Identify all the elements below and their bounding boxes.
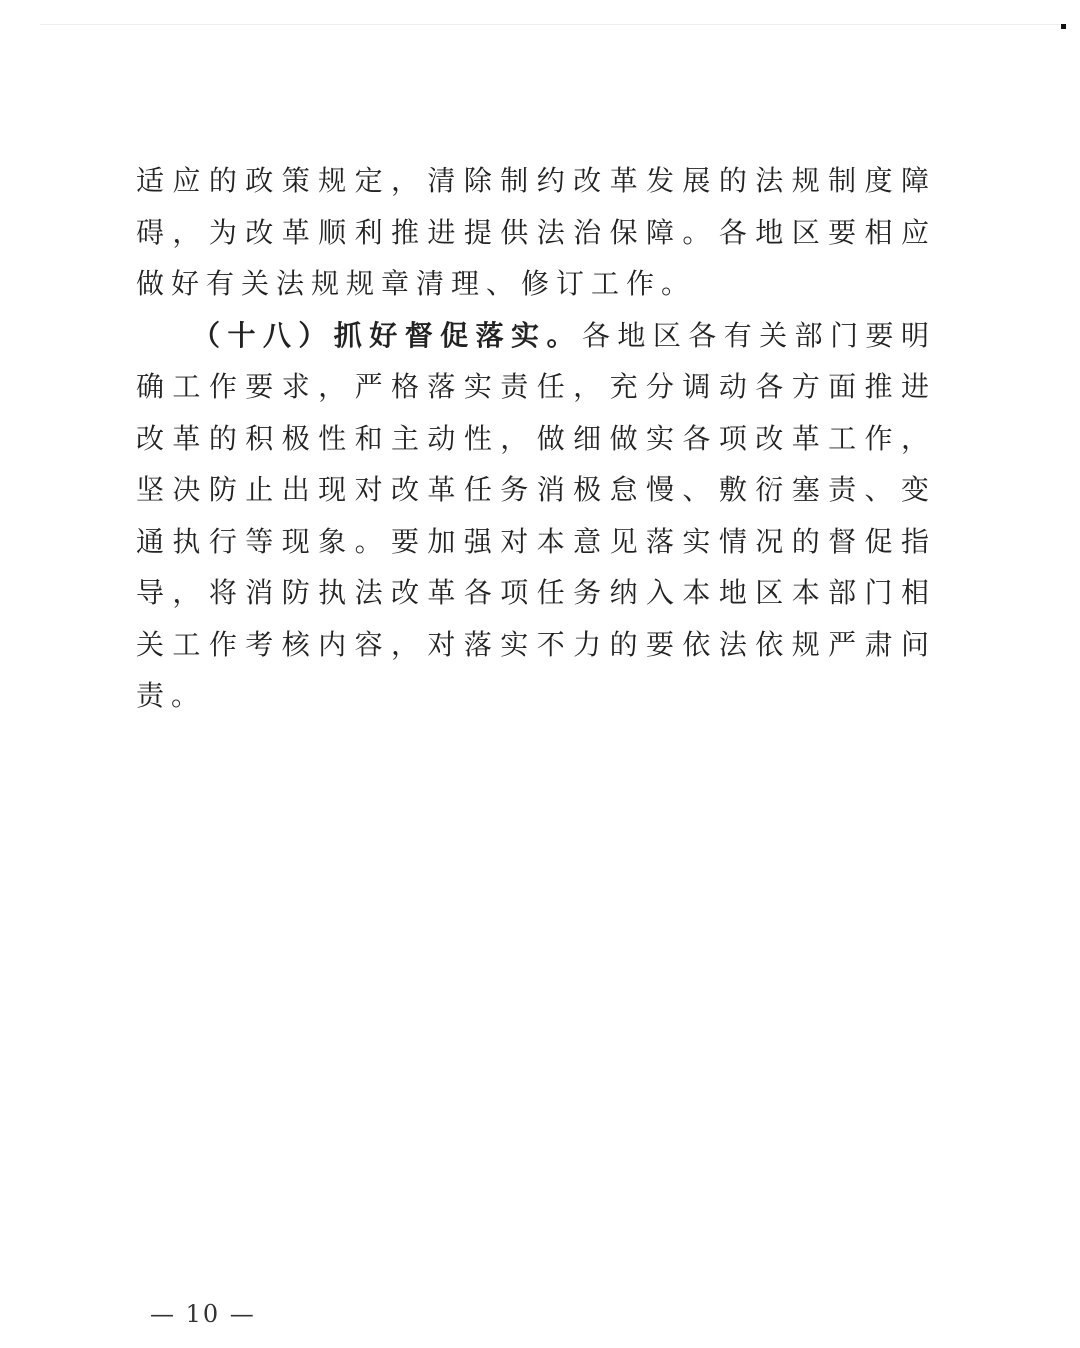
paragraph-2-heading: （十八）抓好督促落实。 [192,318,582,352]
top-border-line [40,24,1060,25]
paragraph-2-text: 各地区各有关部门要明确工作要求，严格落实责任，充分调动各方面推进改革的积极性和主动性，做细做实各项改革工作，坚决防止出现对改革任务消极怠慢、敷衍塞责、变通执行等现象。要加强对本意见落实情况的督促指导，将消防执法改革各项任务纳入本地区本部门相关工作考核内容，对落实不力的要依法依规严肃问责。 [136,318,936,712]
document-body [136,155,936,722]
corner-mark [1061,24,1066,29]
page-number: — 10 — [150,1300,256,1328]
paragraph-continued [136,155,936,310]
paragraph-1-text: 适应的政策规定，清除制约改革发展的法规制度障碍，为改革顺利推进提供法治保障。各地区要相应做好有关法规规章清理、修订工作。 [136,164,936,300]
paragraph-eighteen [136,310,936,722]
